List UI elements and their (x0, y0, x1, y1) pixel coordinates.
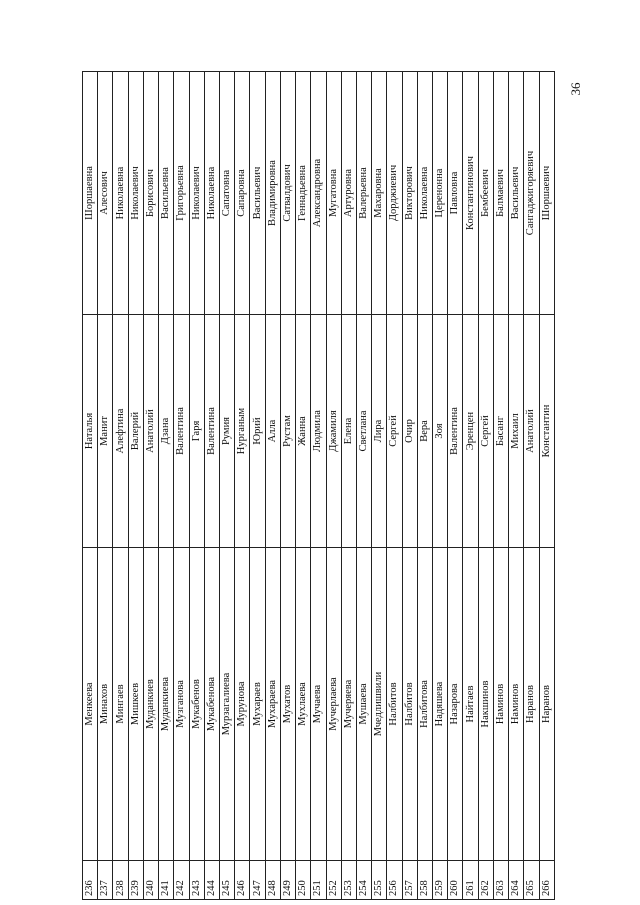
row-number-cell: 255 (372, 861, 387, 900)
table-row (204, 72, 219, 900)
table-row (341, 72, 356, 900)
patronymic-cell: Шоршаевна (83, 72, 98, 315)
first-name-cell: Валентина (174, 315, 189, 548)
table-row (128, 72, 143, 900)
patronymic-cell: Артуровна (341, 72, 356, 315)
row-number-cell: 261 (463, 861, 478, 900)
first-name-cell: Зоя (433, 315, 448, 548)
surname-cell: Налбитова (417, 548, 432, 861)
surname-cell: Наранов (539, 548, 554, 861)
first-name-cell: Басанг (493, 315, 508, 548)
first-name-cell: Вера (417, 315, 432, 548)
patronymic-cell: Шоршаевич (539, 72, 554, 315)
row-number-cell: 249 (280, 861, 295, 900)
row-number-cell: 239 (128, 861, 143, 900)
row-number-cell: 245 (219, 861, 234, 900)
row-number-cell: 258 (417, 861, 432, 900)
first-name-cell: Манит (98, 315, 113, 548)
surname-cell: Мухараева (265, 548, 280, 861)
table-row (159, 72, 174, 900)
names-table-wrapper (82, 100, 555, 900)
row-number-cell: 265 (524, 861, 539, 900)
patronymic-cell: Дорджиевич (387, 72, 402, 315)
surname-cell: Музганова (174, 548, 189, 861)
row-number-cell: 266 (539, 861, 554, 900)
patronymic-cell: Мугатовна (326, 72, 341, 315)
surname-cell: Менкеева (83, 548, 98, 861)
patronymic-cell: Балмаевич (493, 72, 508, 315)
first-name-cell: Михаил (509, 315, 524, 548)
first-name-cell: Сергей (387, 315, 402, 548)
table-row (311, 72, 326, 900)
first-name-cell: Анатолий (524, 315, 539, 548)
patronymic-cell: Васильевна (159, 72, 174, 315)
row-number-cell: 251 (311, 861, 326, 900)
row-number-cell: 262 (478, 861, 493, 900)
surname-cell: Мишкеев (128, 548, 143, 861)
table-row (478, 72, 493, 900)
row-number-cell: 256 (387, 861, 402, 900)
patronymic-cell: Васильевич (250, 72, 265, 315)
row-number-cell: 247 (250, 861, 265, 900)
patronymic-cell: Владимировна (265, 72, 280, 315)
row-number-cell: 237 (98, 861, 113, 900)
surname-cell: Наминов (509, 548, 524, 861)
patronymic-cell: Николаевна (417, 72, 432, 315)
patronymic-cell: Махаровна (372, 72, 387, 315)
row-number-cell: 250 (296, 861, 311, 900)
patronymic-cell: Церенонна (433, 72, 448, 315)
table-row (296, 72, 311, 900)
table-row (356, 72, 371, 900)
surname-cell: Назарова (448, 548, 463, 861)
table-row (189, 72, 204, 900)
first-name-cell: Валентина (448, 315, 463, 548)
surname-cell: Мурунова (235, 548, 250, 861)
first-name-cell: Джамиля (326, 315, 341, 548)
first-name-cell: Гаря (189, 315, 204, 548)
first-name-cell: Елена (341, 315, 356, 548)
table-row (433, 72, 448, 900)
surname-cell: Мухараев (250, 548, 265, 861)
first-name-cell: Румия (219, 315, 234, 548)
surname-cell: Налбитов (402, 548, 417, 861)
surname-cell: Налбитов (387, 548, 402, 861)
table-row (387, 72, 402, 900)
surname-cell: Мучеряева (341, 548, 356, 861)
surname-cell: Мурзагалиева (219, 548, 234, 861)
surname-cell: Мукабенов (189, 548, 204, 861)
surname-cell: Накшинов (478, 548, 493, 861)
first-name-cell: Сергей (478, 315, 493, 548)
patronymic-cell: Сангаджигоряевич (524, 72, 539, 315)
table-row (539, 72, 554, 900)
names-table (82, 71, 555, 900)
table-row (326, 72, 341, 900)
row-number-cell: 259 (433, 861, 448, 900)
table-row (265, 72, 280, 900)
row-number-cell: 254 (356, 861, 371, 900)
page-number: 36 (568, 82, 583, 96)
patronymic-cell: Павловна (448, 72, 463, 315)
row-number-cell: 241 (159, 861, 174, 900)
surname-cell: Надяшева (433, 548, 448, 861)
names-table-body (83, 72, 555, 900)
table-row (280, 72, 295, 900)
first-name-cell: Нурганым (235, 315, 250, 548)
patronymic-cell: Борисович (143, 72, 158, 315)
table-row (493, 72, 508, 900)
patronymic-cell: Сапатовна (219, 72, 234, 315)
surname-cell: Мукабенова (204, 548, 219, 861)
patronymic-cell: Геннадьевна (296, 72, 311, 315)
row-number-cell: 240 (143, 861, 158, 900)
first-name-cell: Алефтина (113, 315, 128, 548)
patronymic-cell: Николаевна (113, 72, 128, 315)
row-number-cell: 248 (265, 861, 280, 900)
first-name-cell: Жанна (296, 315, 311, 548)
first-name-cell: Анатолий (143, 315, 158, 548)
surname-cell: Мчедлишвили (372, 548, 387, 861)
surname-cell: Мушаева (356, 548, 371, 861)
row-number-cell: 238 (113, 861, 128, 900)
row-number-cell: 243 (189, 861, 204, 900)
row-number-cell: 253 (341, 861, 356, 900)
first-name-cell: Валерий (128, 315, 143, 548)
table-row (235, 72, 250, 900)
first-name-cell: Эренцен (463, 315, 478, 548)
patronymic-cell: Валерьевна (356, 72, 371, 315)
table-row (463, 72, 478, 900)
row-number-cell: 242 (174, 861, 189, 900)
first-name-cell: Дзана (159, 315, 174, 548)
surname-cell: Мучерлаева (326, 548, 341, 861)
patronymic-cell: Константинович (463, 72, 478, 315)
first-name-cell: Валентина (204, 315, 219, 548)
patronymic-cell: Викторович (402, 72, 417, 315)
table-row (98, 72, 113, 900)
patronymic-cell: Григорьевна (174, 72, 189, 315)
first-name-cell: Константин (539, 315, 554, 548)
patronymic-cell: Сатвалдович (280, 72, 295, 315)
patronymic-cell: Бембеевич (478, 72, 493, 315)
patronymic-cell: Алесович (98, 72, 113, 315)
table-row (83, 72, 98, 900)
patronymic-cell: Николаевич (189, 72, 204, 315)
table-row (417, 72, 432, 900)
surname-cell: Муданкиев (143, 548, 158, 861)
surname-cell: Найтаев (463, 548, 478, 861)
patronymic-cell: Александровна (311, 72, 326, 315)
table-row (509, 72, 524, 900)
first-name-cell: Светлана (356, 315, 371, 548)
table-row (372, 72, 387, 900)
table-row (402, 72, 417, 900)
table-row (174, 72, 189, 900)
row-number-cell: 263 (493, 861, 508, 900)
row-number-cell: 236 (83, 861, 98, 900)
patronymic-cell: Васильевич (509, 72, 524, 315)
first-name-cell: Очир (402, 315, 417, 548)
patronymic-cell: Николаевна (204, 72, 219, 315)
surname-cell: Минахов (98, 548, 113, 861)
table-row (113, 72, 128, 900)
table-row (143, 72, 158, 900)
surname-cell: Мингаев (113, 548, 128, 861)
surname-cell: Мухатов (280, 548, 295, 861)
row-number-cell: 257 (402, 861, 417, 900)
table-row (448, 72, 463, 900)
surname-cell: Наминов (493, 548, 508, 861)
first-name-cell: Людмила (311, 315, 326, 548)
table-row (524, 72, 539, 900)
row-number-cell: 244 (204, 861, 219, 900)
surname-cell: Мухлаева (296, 548, 311, 861)
first-name-cell: Алла (265, 315, 280, 548)
patronymic-cell: Сапаровна (235, 72, 250, 315)
first-name-cell: Наталья (83, 315, 98, 548)
row-number-cell: 260 (448, 861, 463, 900)
row-number-cell: 264 (509, 861, 524, 900)
first-name-cell: Лира (372, 315, 387, 548)
row-number-cell: 252 (326, 861, 341, 900)
first-name-cell: Рустам (280, 315, 295, 548)
surname-cell: Мучаева (311, 548, 326, 861)
first-name-cell: Юрий (250, 315, 265, 548)
patronymic-cell: Николаевич (128, 72, 143, 315)
row-number-cell: 246 (235, 861, 250, 900)
surname-cell: Муданкиева (159, 548, 174, 861)
table-row (250, 72, 265, 900)
surname-cell: Наранов (524, 548, 539, 861)
table-row (219, 72, 234, 900)
